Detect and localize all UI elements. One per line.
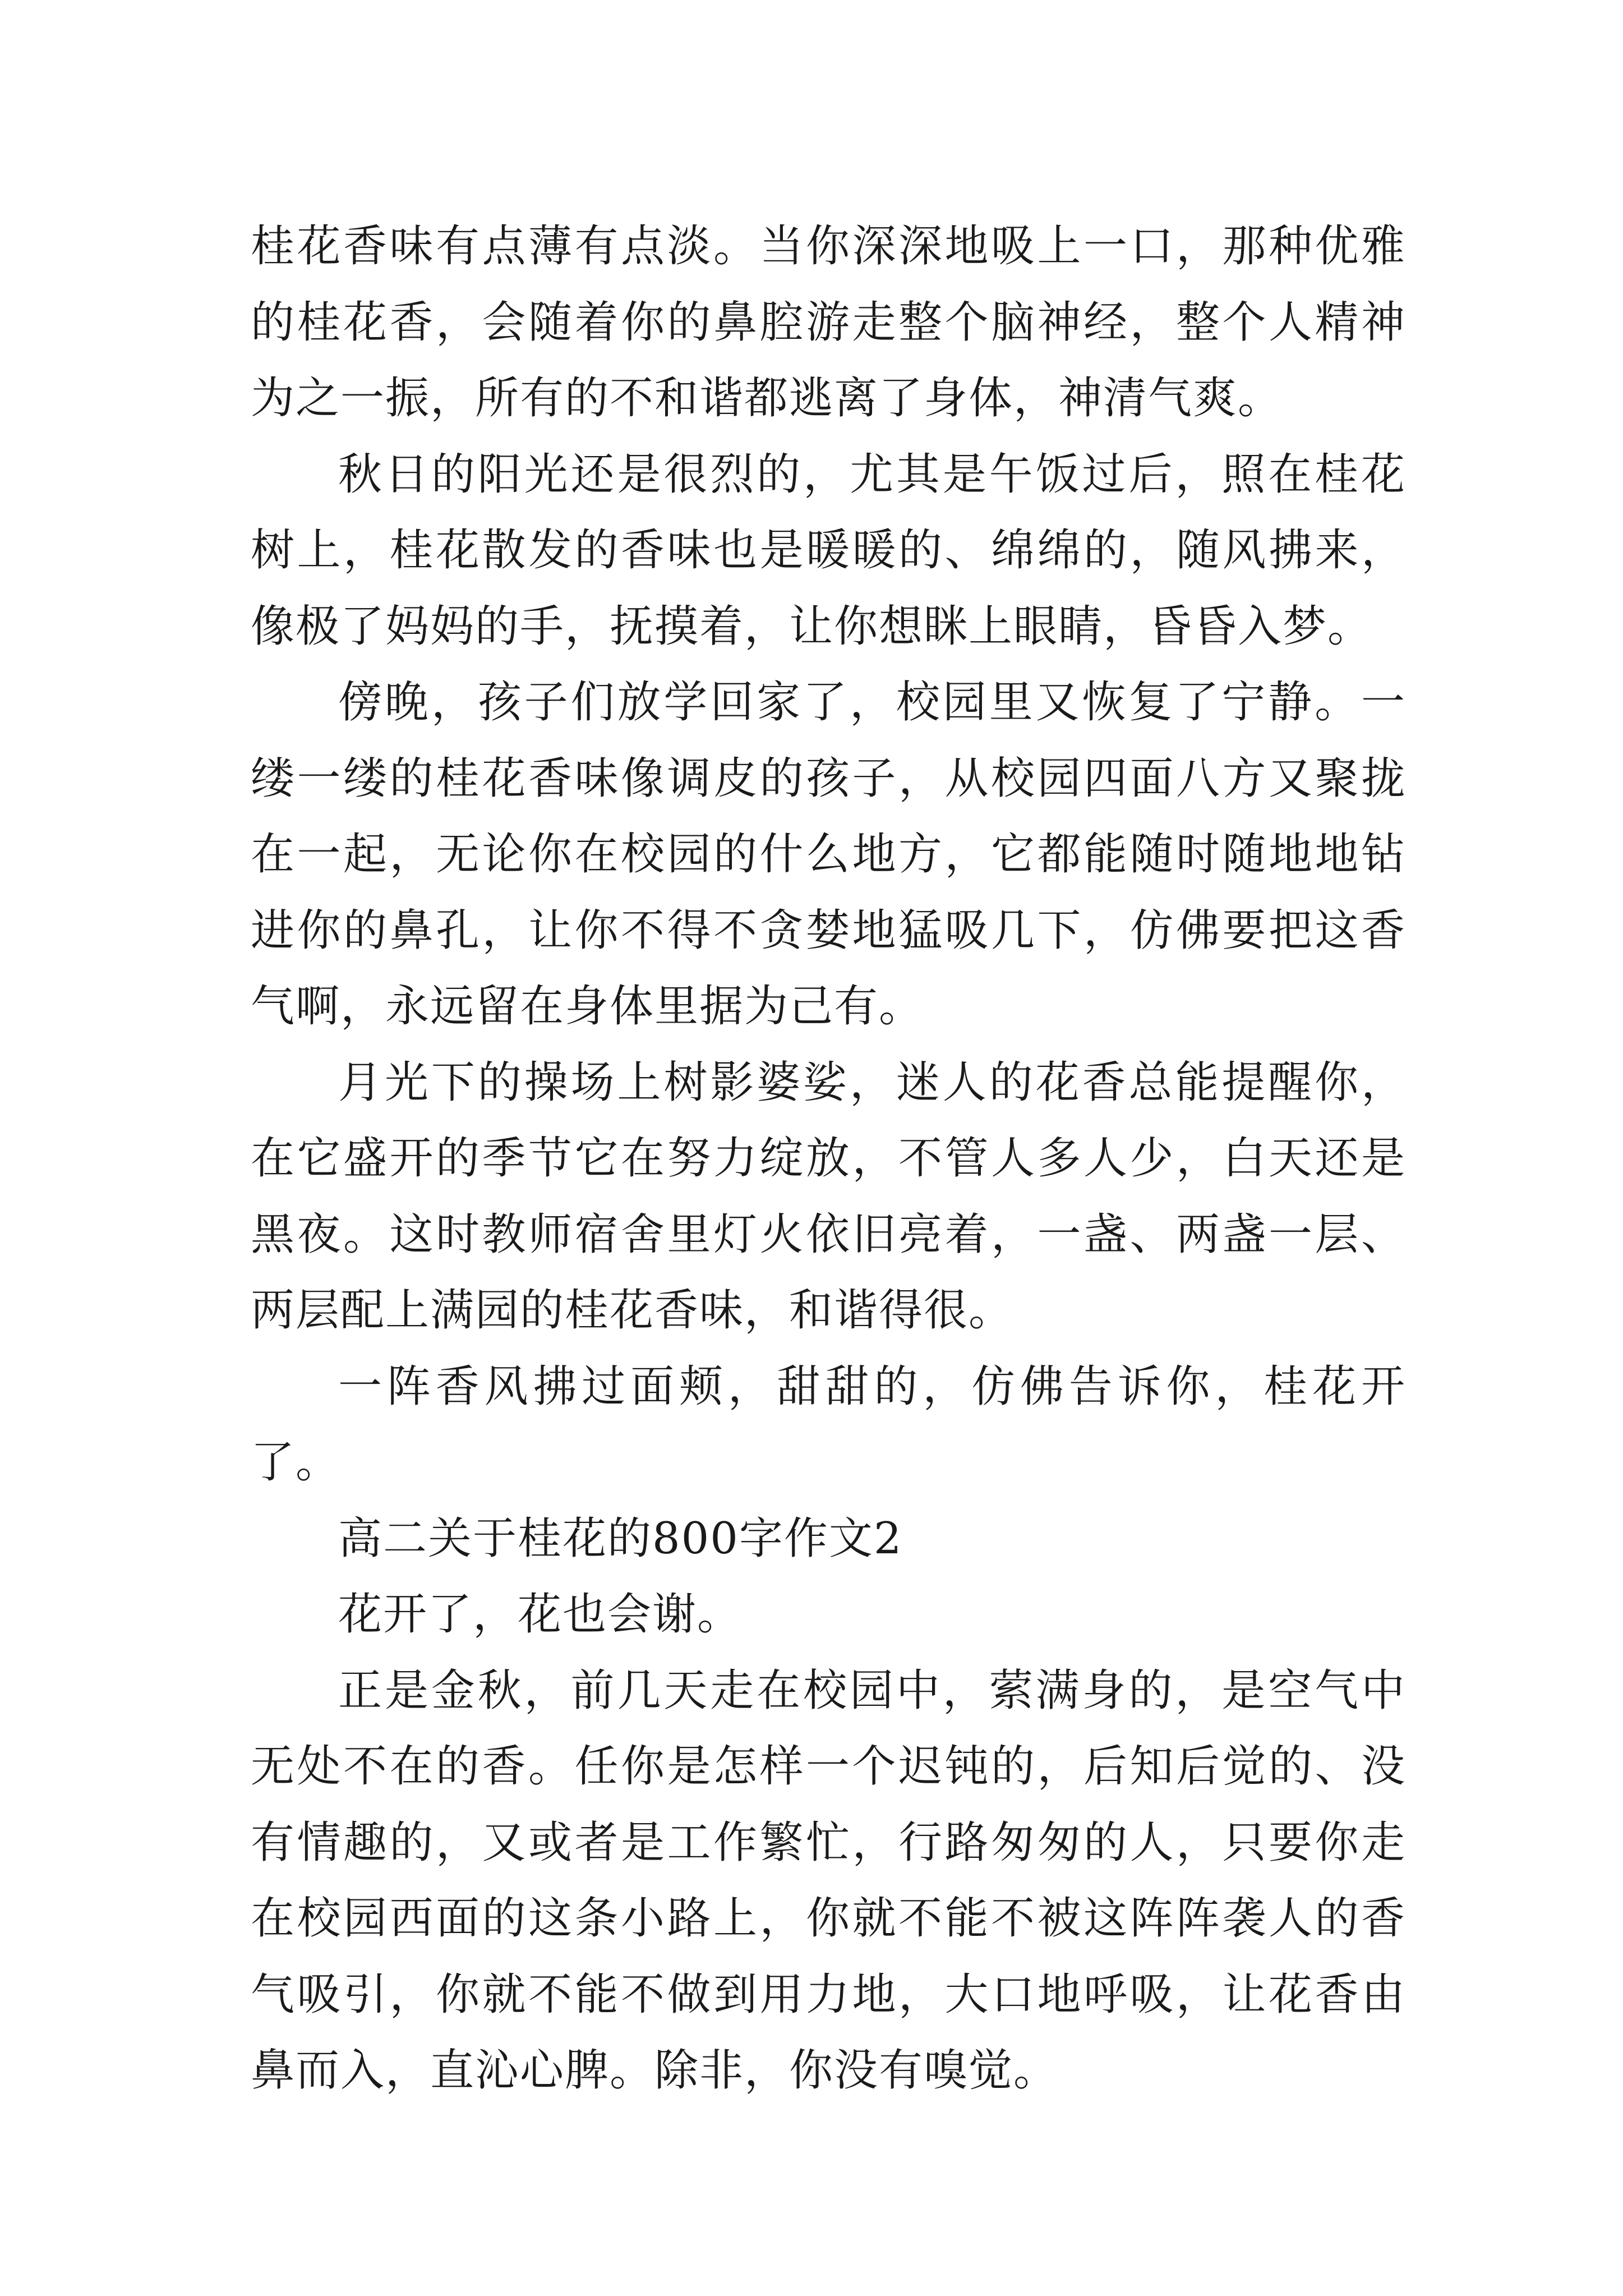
paragraph-1: 桂花香味有点薄有点淡。当你深深地吸上一口，那种优雅的桂花香，会随着你的鼻腔游走整个脑神经，整个人精神为之一振，所有的不和谐都逃离了身体，神清气爽。 <box>251 221 1406 424</box>
paragraph-3: 傍晚，孩子们放学回家了，校园里又恢复了宁静。一缕一缕的桂花香味像调皮的孩子，从校园四面八方又聚拢在一起，无论你在校园的什么地方，它都能随时随地地钻进你的鼻孔，让你不得不贪婪地猛吸几下，仿佛要把这香气啊，永远留在身体里据为己有。 <box>251 677 1406 1032</box>
paragraph-5: 一阵香风拂过面颊，甜甜的，仿佛告诉你，桂花开了。 <box>251 1361 1406 1488</box>
paragraph-6: 花开了，花也会谢。 <box>338 1589 743 1640</box>
paragraph-7: 正是金秋，前几天走在校园中，萦满身的，是空气中无处不在的香。任你是怎样一个迟钝的，后知后觉的、没有情趣的，又或者是工作繁忙，行路匆匆的人，只要你走在校园西面的这条小路上，你就不能不被这阵阵袭人的香气吸引，你就不能不做到用力地，大口地呼吸，让花香由鼻而入，直沁心脾。除非，你没有嗅觉。 <box>251 1665 1406 2096</box>
paragraph-4: 月光下的操场上树影婆娑，迷人的花香总能提醒你，在它盛开的季节它在努力绽放，不管人多人少，白天还是黑夜。这时教师宿舍里灯火依旧亮着，一盏、两盏一层、两层配上满园的桂花香味，和谐得很。 <box>251 1057 1406 1336</box>
paragraph-2: 秋日的阳光还是很烈的，尤其是午饭过后，照在桂花树上，桂花散发的香味也是暖暖的、绵绵的，随风拂来，像极了妈妈的手，抚摸着，让你想眯上眼睛，昏昏入梦。 <box>251 449 1406 652</box>
section-title: 高二关于桂花的800字作文2 <box>338 1513 903 1564</box>
document-body <box>251 209 1406 2109</box>
